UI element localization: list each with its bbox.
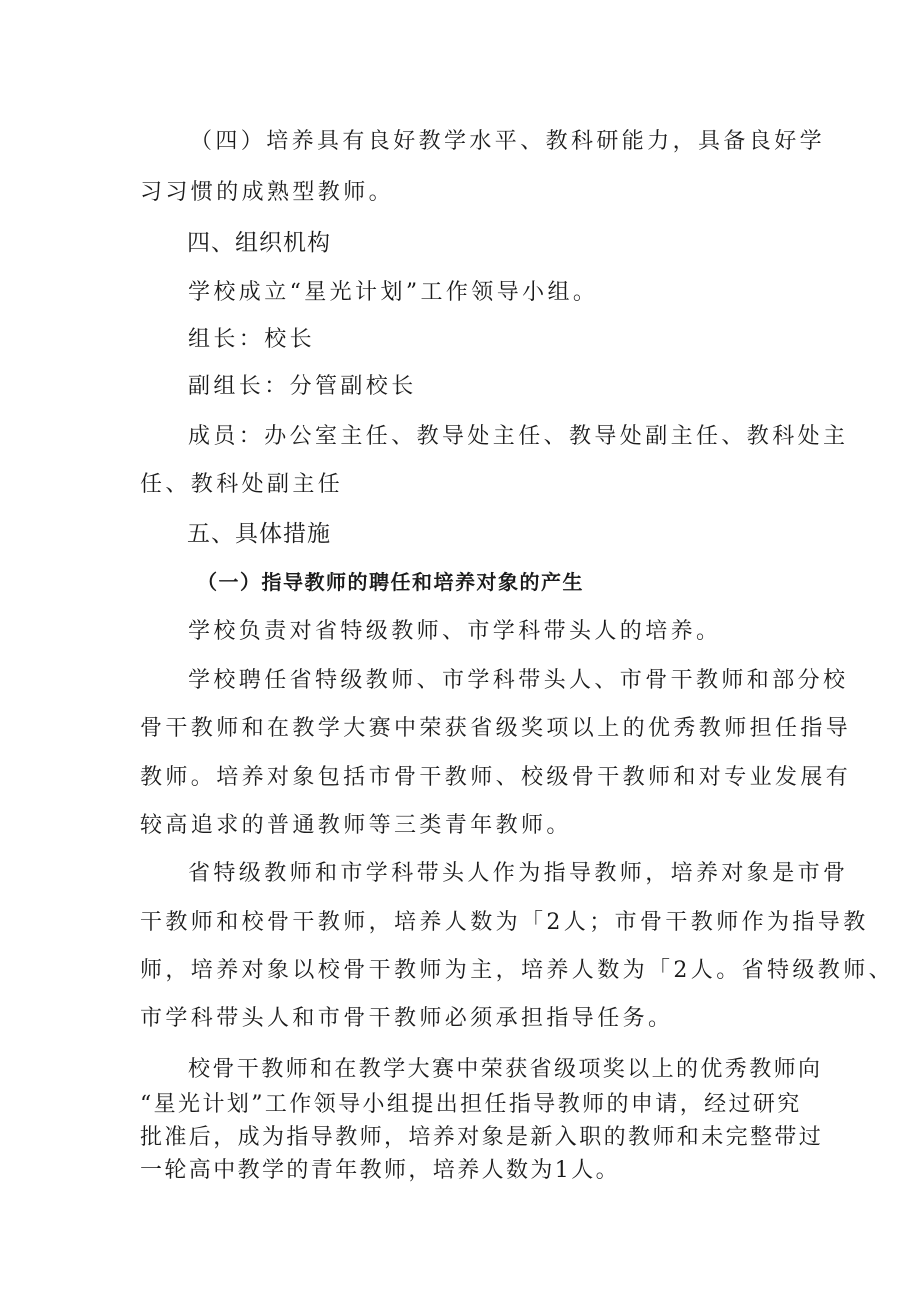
paragraph-line: 学校成立“星光计划”工作领导小组。 bbox=[188, 280, 599, 305]
paragraph-line: 成员：办公室主任、教导处主任、教导处副主任、教科处主 bbox=[188, 424, 849, 449]
paragraph-line: 一轮高中教学的青年教师，培养人数为1人。 bbox=[140, 1158, 620, 1183]
paragraph-line: 副组长：分管副校长 bbox=[188, 374, 417, 399]
subsection-heading: （一）指导教师的聘任和培养对象的产生 bbox=[197, 570, 584, 594]
paragraph-line: 市学科带头人和市骨干教师必须承担指导任务。 bbox=[140, 1006, 674, 1031]
paragraph-line: 骨干教师和在教学大赛中荣获省级奖项以上的优秀教师担任指导 bbox=[140, 716, 852, 741]
paragraph-line: 师，培养对象以校骨干教师为主，培养人数为「2人。省特级教师、 bbox=[140, 958, 894, 983]
paragraph-line: 组长：校长 bbox=[188, 327, 316, 352]
paragraph-line: 批准后，成为指导教师，培养对象是新入职的教师和未完整带过 bbox=[140, 1125, 824, 1150]
paragraph-line: 习习惯的成熟型教师。 bbox=[140, 180, 395, 205]
section-heading: 五、具体措施 bbox=[187, 521, 331, 547]
paragraph-line: 干教师和校骨干教师，培养人数为「2人；市骨干教师作为指导教 bbox=[140, 910, 869, 935]
paragraph-line: 校骨干教师和在教学大赛中荣获省级项奖以上的优秀教师向 bbox=[188, 1057, 823, 1082]
paragraph-line: 学校聘任省特级教师、市学科带头人、市骨干教师和部分校 bbox=[188, 668, 849, 693]
section-heading: 四、组织机构 bbox=[187, 230, 331, 256]
paragraph-line: 学校负责对省特级教师、市学科带头人的培养。 bbox=[188, 619, 722, 644]
paragraph-line: 任、教科处副主任 bbox=[140, 472, 344, 497]
paragraph-line: （四）培养具有良好教学水平、教科研能力，具备良好学 bbox=[190, 129, 826, 154]
paragraph-line: 省特级教师和市学科带头人作为指导教师，培养对象是市骨 bbox=[188, 861, 849, 886]
paragraph-line: 较高追求的普通教师等三类青年教师。 bbox=[140, 813, 572, 838]
paragraph-line: “星光计划”工作领导小组提出担任指导教师的申请，经过研究 bbox=[140, 1092, 802, 1117]
paragraph-line: 教师。培养对象包括市骨干教师、校级骨干教师和对专业发展有 bbox=[140, 765, 852, 790]
